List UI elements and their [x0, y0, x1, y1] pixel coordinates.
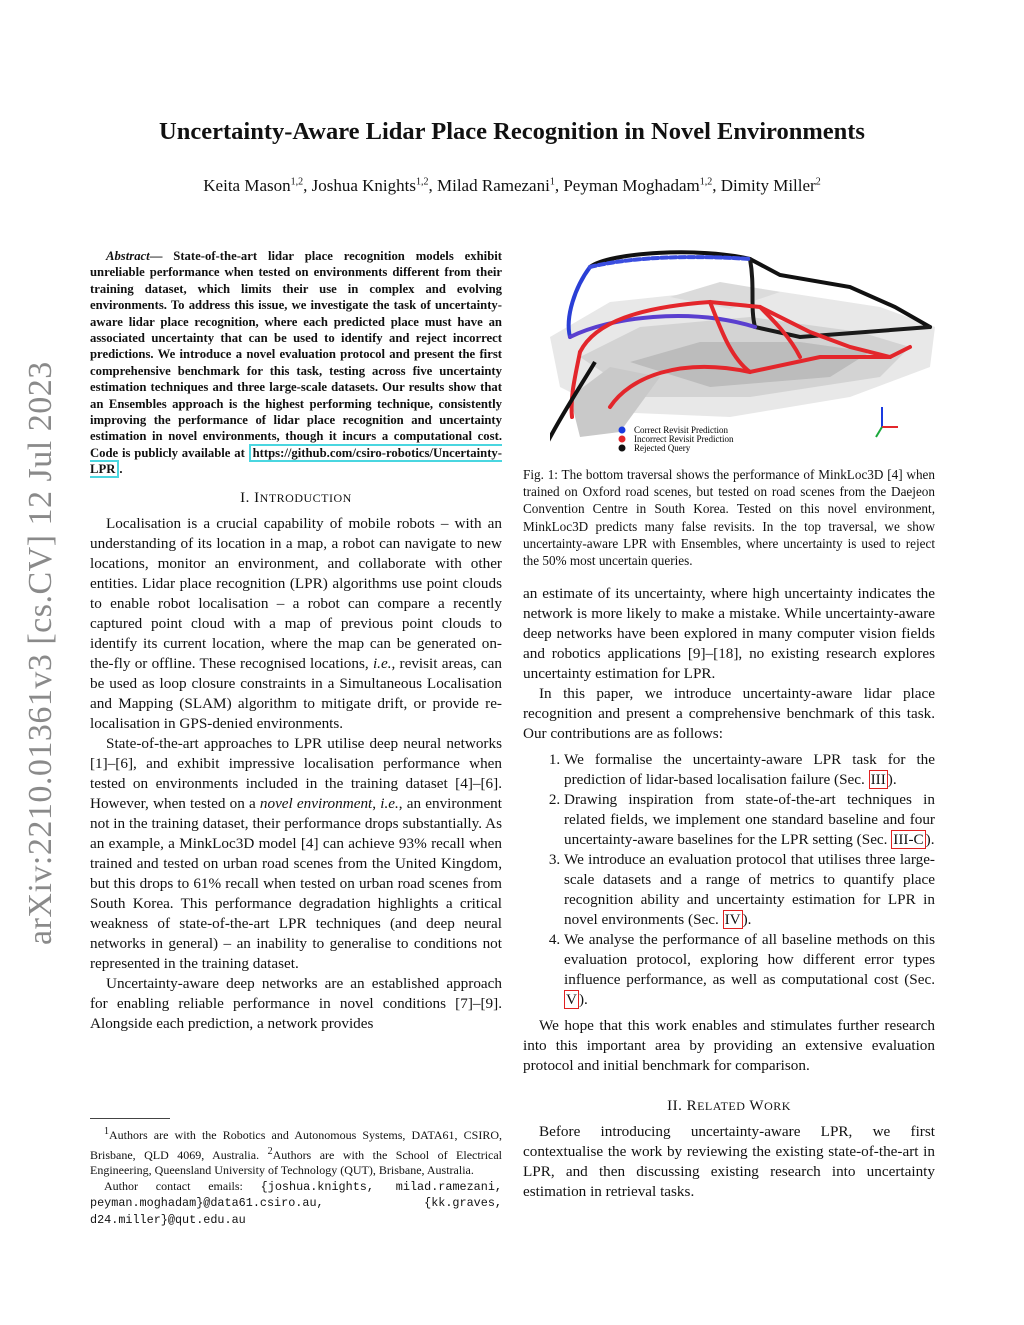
section-ref-link[interactable]: IV [724, 911, 741, 928]
author-list: Keita Mason$^{1,2}$, Joshua Knights$^{1,2}$, Milad Ramezani$^1$, Peyman Moghadam$^{1,2}$, Dimity Miller$^2$ [203, 176, 821, 195]
author-name: Peyman Moghadam [563, 176, 700, 195]
axis-gizmo [876, 407, 898, 437]
legend-label-correct: Correct Revisit Prediction [634, 425, 728, 435]
list-item [564, 930, 935, 1010]
intro-paragraph-1 [90, 514, 502, 734]
lidar-traversal-figure [550, 247, 935, 457]
author-name: Joshua Knights [311, 176, 416, 195]
list-item [564, 850, 935, 930]
figure-caption [523, 466, 935, 569]
item-text: ). [578, 991, 588, 1008]
emails-label: Author contact emails: [104, 1178, 243, 1193]
footnote-mark: 1 [104, 1126, 109, 1137]
section-ref-link[interactable]: V [566, 991, 577, 1008]
author-name: Dimity Miller [720, 176, 816, 195]
list-item [564, 790, 935, 850]
affiliation-mark: 1 [549, 176, 555, 188]
left-column [90, 248, 502, 1034]
affiliation-mark: 2 [815, 176, 821, 188]
legend-label-rejected: Rejected Query [634, 443, 691, 453]
code-link[interactable]: https://github.com/csiro-robotics/Uncertainty-LPR [90, 445, 502, 477]
intro-paragraph-2: State-of-the-art approaches to LPR utilise deep neural networks [1]–[6], and exhibit impressive localisation performance when tested on environments included in the training dataset [4]–[6]. However, when tested on a novel environment, i.e., an environment not in the training dataset, their performance drops substantially. As an example, a MinkLoc3D model [4] can achieve 93% recall when trained and tested on urban road scenes from the United Kingdom, but this drops to 61% recall when tested on urban road scenes from South Korea. This performance degradation highlights a critical weakness of state-of-the-art LPR techniques (and deep neural networks in general) – an inability to generalise to conditions not represented in the training dataset. [90, 734, 502, 972]
section-number: II. [667, 1098, 683, 1114]
intro-paragraph-3: Uncertainty-aware deep networks are an established approach for enabling reliable performance in novel conditions [7]–[9]. Alongside each prediction, a network provides [90, 974, 502, 1032]
emails-text: {joshua.knights, milad.ramezani, peyman.moghadam}@data61.csiro.au, {kk.graves, d24.miller}@qut.edu.au [90, 1179, 502, 1227]
footnote-mark: 2 [267, 1145, 273, 1157]
related-work-paragraph-1: Before introducing uncertainty-aware LPR, we first contextualise the work by reviewing the existing state-of-the-art in LPR, and then discussing existing research into uncertainty estimation in retrieval tasks. [523, 1123, 935, 1200]
author-name: Keita Mason [203, 176, 291, 195]
paper-title: Uncertainty-Aware Lidar Place Recognition in Novel Environments [159, 118, 865, 145]
caption-text: The bottom traversal shows the performance of MinkLoc3D [4] when trained on Oxford road scenes, but tested on road scenes from the Daejeon Convention Centre in South Korea. Tested on this novel environment, MinkLoc3D predicts many false revisits. In the top traversal, we show uncertainty-aware LPR with Ensembles, where uncertainty is used to reject the 50% most uncertain queries. [523, 467, 935, 569]
section-title-initial: W [749, 1098, 765, 1114]
footnote [90, 1124, 502, 1228]
footnote-rule [90, 1118, 170, 1119]
affiliation-mark: 1,2 [290, 176, 304, 188]
item-text: We introduce an evaluation protocol that utilises three large-scale datasets and a range of metrics to quantify place recognition ability and uncertainty estimation for LPR in novel environments (Sec. [564, 851, 935, 928]
list-item [564, 750, 935, 790]
abstract: Abstract— State-of-the-art lidar place recognition models exhibit unreliable performance when tested on environments different from their training dataset, which limits their use in complex and evolving environments. To address this issue, we investigate the task of uncertainty-aware lidar place recognition, where each predicted place must have an associated uncertainty that can be used to identify and reject incorrect predictions. We introduce a novel evaluation protocol and present the first comprehensive benchmark for this task, testing across five uncertainty estimation techniques and three large-scale datasets. Our results show that an Ensembles approach is the highest performing technique, consistently improving the performance of lidar place recognition and uncertainty estimation in novel environments, though it incurs a computational cost. Code is publicly available at https://github.com/csiro-robotics/Uncertainty-LPR . [90, 249, 503, 477]
section-title-rest: ELATED [697, 1099, 746, 1113]
section-ref-link[interactable]: III-C [893, 831, 924, 848]
figure-legend [619, 425, 734, 453]
caption-label: Fig. 1: [523, 467, 558, 482]
footnote-text: Authors are with the School of Electrical Engineering, Queensland University of Technology (QUT), Brisbane, Australia. [90, 1147, 503, 1177]
item-text: ). [925, 831, 935, 848]
right-paragraph-1: an estimate of its uncertainty, where high uncertainty indicates the network is more likely to make a mistake. While uncertainty-aware deep networks have been explored in many computer vision fields and robotics applications [9]–[18], no existing research explores uncertainty estimation for LPR. [523, 585, 935, 682]
emphasis: i.e. [380, 794, 399, 812]
affiliation-mark: 1,2 [699, 176, 713, 188]
abstract-text: State-of-the-art lidar place recognition models exhibit unreliable performance when tested on environments different from their training dataset, which limits their use in complex and evolving environments. To address this issue, we investigate the task of uncertainty-aware lidar place recognition, where each predicted place must have an associated uncertainty that can be used to identify and reject incorrect predictions. We introduce a novel evaluation protocol and present the first comprehensive benchmark for this task, testing across five uncertainty estimation techniques and three large-scale datasets. Our results show that an Ensembles approach is the highest performing technique, consistently improving the performance of lidar place recognition and uncertainty estimation in novel environments, though it incurs a computational cost. Code is publicly available at [90, 249, 503, 460]
item-text: Drawing inspiration from state-of-the-art techniques in related fields, we implement one standard baseline and four uncertainty-aware baselines for the LPR setting (Sec. [564, 791, 935, 848]
author-name: Milad Ramezani [437, 176, 550, 195]
arxiv-stamp: arXiv:2210.01361v3 [cs.CV] 12 Jul 2023 [22, 361, 59, 945]
item-text: ). [742, 911, 752, 928]
section-title-rest: NTRODUCTION [259, 490, 352, 505]
footnote-affiliations [90, 1124, 502, 1179]
section-heading-related-work [523, 1096, 935, 1116]
right-paragraph-3: We hope that this work enables and stimulates further research into this important area by providing an extensive evaluation protocol and initial benchmark for comparison. [523, 1017, 935, 1074]
paragraph-text: State-of-the-art approaches to LPR utilise deep neural networks [1]–[6], and exhibit impressive localisation performance when tested on environments included in the training dataset [4]–[6]. However, when tested on a [90, 734, 502, 812]
emphasis: novel environment [259, 794, 373, 812]
paragraph-text: , an environment not in the training dataset, their performance drops substantially. As an example, a MinkLoc3D model [4] can achieve 93% recall when trained and tested on urban road scenes from the United Kingdom, but this drops to 61% recall when tested on urban road scenes from South Korea. This performance degradation highlights a critical weakness of state-of-the-art LPR techniques (and deep neural networks in general) – an inability to generalise to conditions not represented in the training dataset. [90, 794, 502, 972]
section-number: I. [240, 489, 250, 506]
paragraph-text: , revisit areas, can be used as loop closure constraints in a Simultaneous Localisation and Mapping (SLAM) algorithm to mitigate drift, or provide re-localisation in GPS-denied environments. [90, 654, 503, 732]
right-column [523, 584, 935, 1202]
emphasis: i.e. [372, 654, 392, 672]
footnote-text: Authors are with the Robotics and Autonomous Systems, DATA61, CSIRO, Brisbane, QLD 4069, Australia. [90, 1128, 502, 1162]
section-title-initial: R [686, 1098, 698, 1114]
item-text: We analyse the performance of all baseline methods on this evaluation protocol, exploring how different error types influence performance, as well as computational cost (Sec. [564, 931, 935, 988]
legend-label-incorrect: Incorrect Revisit Prediction [634, 434, 734, 444]
figure-1 [550, 247, 935, 457]
section-ref-link[interactable]: III [870, 771, 886, 788]
affiliation-mark: 1,2 [416, 176, 429, 188]
footnote-emails [90, 1179, 502, 1229]
legend-marker-incorrect [619, 436, 626, 443]
right-paragraph-2: In this paper, we introduce uncertainty-aware lidar place recognition and present a comprehensive benchmark of this task. Our contributions are as follows: [523, 685, 935, 742]
section-heading-introduction [90, 488, 502, 508]
item-text: ). [887, 771, 897, 788]
paragraph-text: Localisation is a crucial capability of mobile robots – with an understanding of its location in a map, a robot can navigate to new locations, monitor an environment, and collaborate with other entities. Lidar place recognition (LPR) algorithms use point clouds to enable robot localisation – a robot can compare a recently captured point cloud with a map of previous point clouds to identify its current location, where the map can be generated on-the-fly or offline. These recognised locations, [90, 514, 502, 672]
item-text: We formalise the uncertainty-aware LPR task for the prediction of lidar-based localisation failure (Sec. [564, 751, 935, 788]
abstract-lead: Abstract [106, 249, 150, 263]
section-title-initial: I [254, 489, 260, 506]
legend-marker-correct [619, 427, 626, 434]
contributions-list [523, 750, 935, 1010]
section-title-rest: ORK [764, 1099, 791, 1113]
legend-marker-rejected [619, 445, 626, 452]
